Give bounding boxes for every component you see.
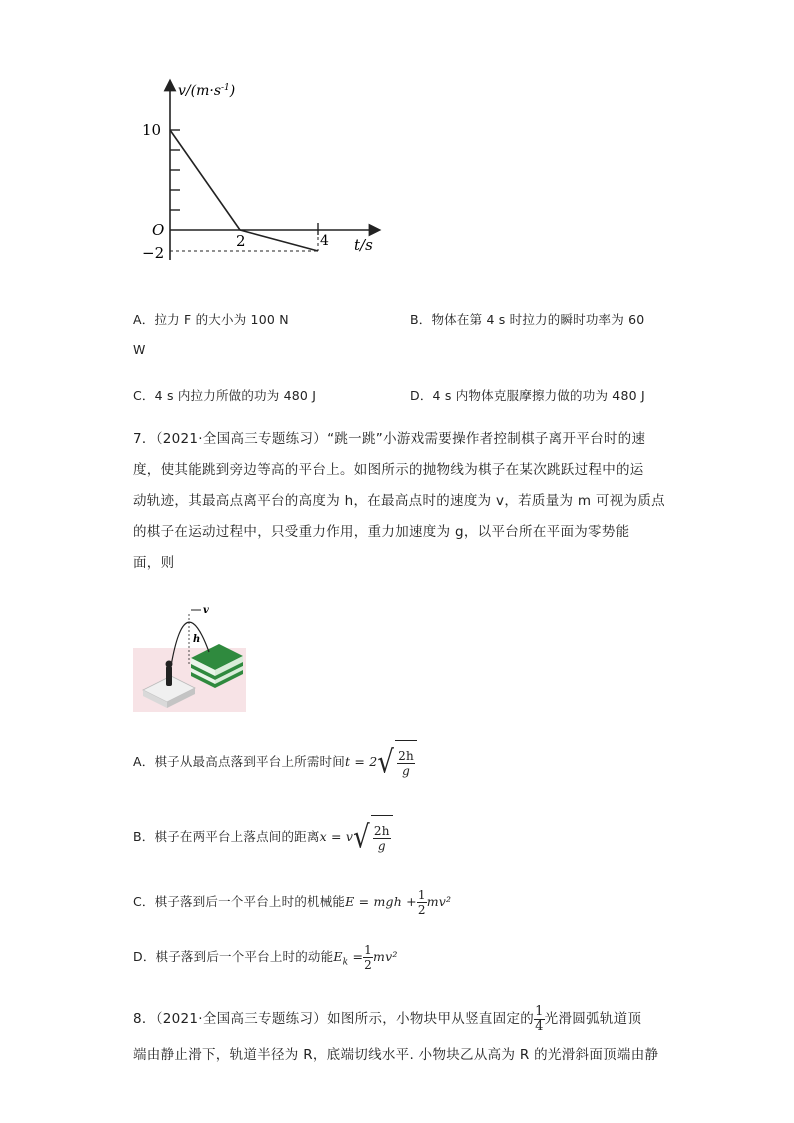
x-axis-label: t/s	[354, 236, 373, 254]
q6-option-b-cont: W	[133, 342, 146, 357]
y-axis-label: $v/(m\cdot s^{-1})$	[178, 83, 236, 99]
q7-line-2: 度，使其能跳到旁边等高的平台上。如图所示的抛物线为棋子在某次跳跃过程中的运	[133, 462, 644, 478]
velocity-line-1	[170, 130, 240, 230]
q6-option-b: B．物体在第 4 s 时拉力的瞬时功率为 60	[410, 312, 645, 327]
origin-label: O	[152, 221, 165, 239]
velocity-label: v	[203, 605, 209, 616]
q7-line-1: 7．（2021·全国高三专题练习）“跳一跳”小游戏需要操作者控制棋子离开平台时的速	[133, 431, 646, 447]
tick-label-2: 2	[236, 232, 246, 250]
q7-line-5: 面，则	[133, 555, 175, 571]
q6-option-a: A．拉力 F 的大小为 100 N	[133, 312, 289, 327]
height-label: h	[193, 634, 201, 645]
tick-label-4: 4	[320, 233, 329, 249]
q8-line-1: 8．（2021·全国高三专题练习）如图所示，小物块甲从竖直固定的 $\frac{1}{4}$ 光滑圆弧轨道顶	[133, 1003, 642, 1034]
q7-option-b: B．棋子在两平台上落点间的距离x = v√ $\frac{2h}{g}$	[133, 815, 393, 860]
velocity-line-2	[240, 230, 318, 251]
q8-line-2: 端由静止滑下，轨道半径为 R，底端切线水平. 小物块乙从高为 R 的光滑斜面顶端由静	[133, 1047, 659, 1063]
q7-line-3: 动轨迹，其最高点离平台的高度为 h，在最高点时的速度为 v，若质量为 m 可视为质点	[133, 493, 665, 509]
velocity-time-graph	[130, 75, 390, 275]
q7-stem	[133, 424, 673, 579]
tick-label-minus2: −2	[142, 244, 165, 262]
q7-option-c: C．棋子落到后一个平台上时的机械能E = mgh + $\frac{1}{2}$ mv²	[133, 888, 452, 917]
q7-line-4: 的棋子在运动过程中，只受重力作用，重力加速度为 g，以平台所在平面为零势能	[133, 524, 630, 540]
q7-option-a: A．棋子从最高点落到平台上所需时间t = 2√ $\frac{2h}{g}$	[133, 740, 417, 785]
q7-option-d: D．棋子落到后一个平台上时的动能$E_k$ = $\frac{1}{2}$ mv²	[133, 943, 398, 972]
tick-label-10: 10	[142, 121, 162, 139]
q6-option-d: D．4 s 内物体克服摩擦力做的功为 480 J	[410, 388, 645, 403]
q6-option-c: C．4 s 内拉力所做的功为 480 J	[133, 388, 317, 403]
jump-game-figure	[133, 600, 246, 712]
